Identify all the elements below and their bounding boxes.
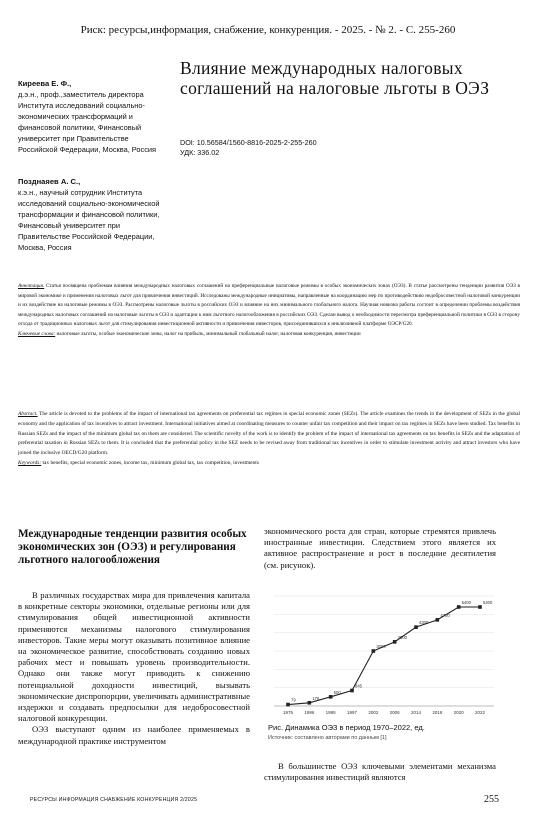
data-label: 79 (291, 697, 296, 703)
author-affiliation: д.э.н., проф.,заместитель директора Института исследований социально-экономических трансформаций и финансовой политики, Финансовый университет при Правительстве Российской Федерации, Москва, Россия (18, 90, 157, 154)
doi-block (180, 138, 317, 158)
author-block-1 (18, 78, 168, 155)
article-title: Влияние международных налоговых соглашений на налоговые льготы в ОЭЗ (180, 58, 490, 98)
abstract-label: Abstract. (18, 411, 38, 417)
footer-journal: РЕСУРСЫ ИНФОРМАЦИЯ СНАБЖЕНИЕ КОНКУРЕНЦИЯ 2/2025 (30, 797, 198, 803)
paragraph: В различных государствах мира для привлечения капитала в конкретные секторы экономики, отдельные регионы или для стимулирования общей инвестиционной активности применяются механизмы налогового стимулирования инвесторов. Такие меры могут оказывать позитивное влияние на экономическое развитие, способствовать созданию новых рабочих мест и повышать уровень производительности. Однако они также могут приводить к снижению потенциальной доходности инвестиций, вызывать экономические диспропорции, увеличивать административные издержки и создавать предпосылки для недобросовестной налоговой конкуренции. (18, 590, 250, 724)
x-tick-label: 2014 (410, 710, 422, 715)
author-name: Киреева Е. Ф., (18, 79, 72, 88)
keywords-label: Keywords: (18, 459, 42, 466)
data-point (478, 605, 482, 609)
line-chart (268, 588, 500, 722)
data-label: 3500 (397, 634, 407, 640)
data-label: 845 (355, 683, 362, 689)
right-column-bottom (264, 761, 496, 783)
data-label: 5400 (483, 600, 493, 605)
abstract-text: The article is devoted to the problems of the impact of international tax agreements on preferential tax regimes in special economic zones (SEZs). The article examines the trends in the development of SEZs in the global economy and the application of tax incentives to attract investment. International initiatives aimed at coordinating measures to counter unfair tax competition and their impact on tax regimes in SEZs have been studied. Tax benefits in Russian SEZs and the impact of the minimum global tax on them are considered. The scientific novelty of the work is to identify the problem of the impact of international tax agreements on tax benefits in SEZs and the adaptation of preferential taxation in Russian SEZs to them. It is concluded that the preferential policy in the SEZ needs to be revised away from traditional tax incentives in order to stimulate investment activity and attract investors who have joined the inclusive OECD/G20 platform. (18, 411, 520, 457)
left-column (18, 590, 250, 747)
doi: DOI: 10.56584/1560-8816-2025-2-255-260 (180, 138, 317, 147)
data-point (329, 695, 333, 699)
x-tick-label: 1995 (325, 710, 336, 715)
paragraph: ОЭЗ выступают одним из наиболее применяемых в международной практике инструментом (18, 724, 250, 746)
data-point (414, 625, 418, 629)
data-point (436, 618, 440, 622)
figure-source: Источник: составлено авторами по данным [1] (268, 735, 387, 741)
figure-caption: Рис. Динамика ОЭЗ в период 1970–2022, ед. (268, 723, 425, 732)
x-tick-label: 1975 (282, 710, 294, 715)
x-tick-label: 1986 (304, 710, 315, 715)
right-column-top (264, 526, 496, 571)
data-label: 4700 (440, 612, 450, 618)
x-tick-label: 2022 (474, 710, 486, 715)
author-block-2 (18, 176, 168, 253)
figure-caption-block (268, 722, 500, 744)
data-label: 4300 (419, 620, 429, 626)
paragraph: экономического роста для стран, которые стремятся привлечь иностранные инвестиции. Следствием этого является их активное распространение и рост в последние десятилетия (см. рисунок). (264, 526, 496, 570)
abstract-ru (18, 282, 520, 340)
keywords-label: Ключевые слова: (18, 330, 56, 337)
data-point (286, 703, 290, 707)
data-point (308, 701, 312, 705)
data-label: 3000 (376, 644, 386, 649)
data-label: 176 (312, 695, 320, 701)
x-tick-label: 2002 (368, 710, 379, 715)
page-number: 255 (484, 794, 499, 805)
abstract-text: Статья посвящена проблемам влияния международных налоговых соглашений на преференциальные налоговые режимы в особых экономических зонах (ОЭЗ). В статье рассмотрены тенденции развития ОЭЗ в мировой экономике и применения налоговых льгот для привлечения инвестиций. Исследованы международные инициативы, направленные на координацию мер по противодействию недобросовестной налоговой конкуренции и их воздействие на налоговые режимы в ОЭЗ. Рассмотрены налоговые льготы в российских ОЭЗ и влияние на них минимального глобального налога. Научная новизна работы состоит в определении проблемы воздействия международных налоговых соглашений на налоговые льготы в ОЭЗ и адаптации к ним льготного налогообложения в российских ОЭЗ. Сделан вывод о необходимости пересмотра преференциальной политики в ОЭЗ в сторону отхода от традиционных налоговых льгот для стимулирования инвестиционной активности и привлечения инвесторов, присоединившихся к инклюзивной платформе ОЭСР/G20. (18, 283, 521, 328)
series-line (288, 607, 480, 705)
author-name: Позднаяев А. С., (18, 177, 81, 186)
author-affiliation: к.э.н., научный сотрудник Института исследований социально-экономической трансформации и финансовой политики, Финансовый университет при Правительстве Российской Федерации, Москва, Россия (18, 188, 160, 252)
x-tick-label: 2006 (389, 710, 400, 715)
x-tick-label: 2020 (453, 710, 464, 715)
data-label: 5400 (461, 600, 471, 605)
udc: УДК: 336.02 (180, 148, 220, 157)
keywords-text: налоговые льготы, особые экономические зоны, налог на прибыль, минимальный глобальный налог, налоговая конкуренция, инвестиции (56, 330, 361, 337)
figure (268, 588, 500, 722)
data-point (350, 689, 354, 693)
data-point (393, 640, 397, 644)
x-tick-label: 2018 (432, 710, 443, 715)
data-label: 500 (333, 689, 341, 695)
abstract-en (18, 410, 520, 469)
section-title: Международные тенденции развития особых экономических зон (ОЭЗ) и регулирования льготного налогообложения (18, 528, 247, 566)
keywords-text: tax benefits, special economic zones, income tax, minimum global tax, tax competition, investments (42, 459, 259, 466)
x-tick-label: 1997 (346, 710, 358, 715)
journal-header: Риск: ресурсы,информация, снабжение, конкуренция. - 2025. - № 2. - С. 255-260 (80, 24, 456, 36)
data-point (372, 649, 376, 653)
data-point (457, 605, 461, 609)
paragraph: В большинстве ОЭЗ ключевыми элементами механизма стимулирования инвестиций являются (264, 761, 496, 783)
abstract-label: Аннотация. (18, 283, 45, 289)
